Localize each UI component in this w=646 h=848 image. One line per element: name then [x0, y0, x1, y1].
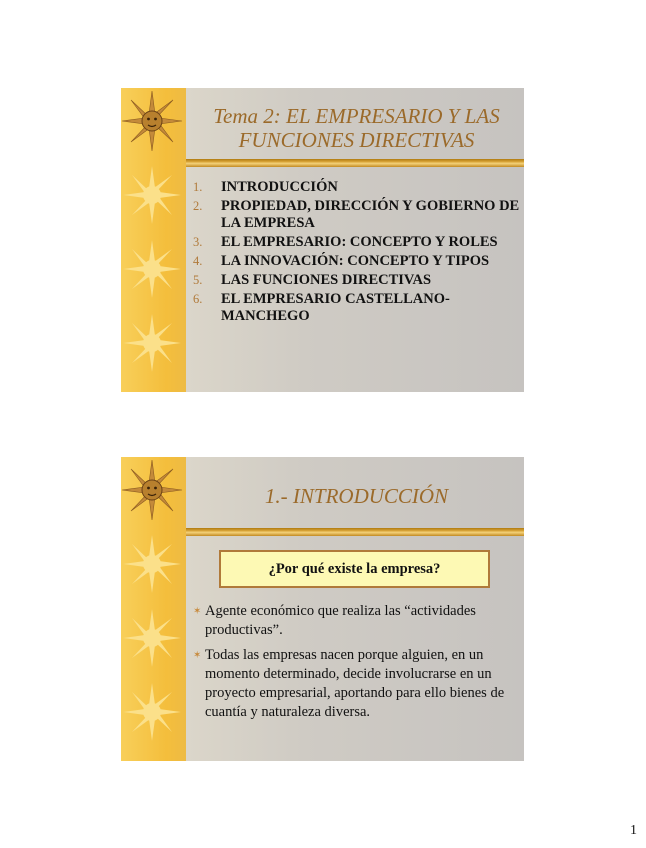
bullet-star-icon: ✶ [193, 650, 202, 661]
toc-text: PROPIEDAD, DIRECCIÓN Y GOBIERNO DE LA EMPRESA [221, 198, 520, 231]
toc-item [193, 291, 520, 325]
toc-text: EL EMPRESARIO CASTELLANO-MANCHEGO [221, 291, 450, 324]
toc-text: LAS FUNCIONES DIRECTIVAS [221, 272, 432, 288]
slide-title: Tema 2: EL EMPRESARIO Y LAS FUNCIONES DIRECTIVAS [213, 104, 500, 152]
sun-icon [121, 681, 183, 743]
sun-face-icon [121, 459, 183, 521]
toc-number: 6. [193, 292, 203, 306]
toc-item [193, 234, 520, 251]
question-callout: ¿Por qué existe la empresa? [219, 550, 490, 588]
sun-face-icon [121, 90, 183, 152]
bullet-text: Todas las empresas nacen porque alguien, en un momento determinado, decide involucrarse en un proyecto empresarial, aportando para ello bienes de cuantía y naturaleza diversa. [205, 647, 505, 720]
toc-number: 2. [193, 199, 203, 213]
toc-number: 3. [193, 235, 203, 249]
bullet-text: Agente económico que realiza las “actividades productivas”. [205, 603, 476, 638]
slide-tema-2 [121, 88, 524, 392]
table-of-contents [193, 179, 520, 327]
sun-icon [121, 533, 183, 595]
bullet-list [193, 602, 518, 728]
decorative-strip [121, 457, 186, 761]
sun-icon [121, 238, 183, 300]
bullet-star-icon: ✶ [193, 606, 202, 617]
slide-introduccion [121, 457, 524, 761]
toc-number: 1. [193, 180, 203, 194]
toc-item [193, 198, 520, 232]
sun-icon [121, 164, 183, 226]
toc-item [193, 272, 520, 289]
sun-icon [121, 607, 183, 669]
toc-text: INTRODUCCIÓN [221, 179, 338, 195]
slide-title: 1.- INTRODUCCIÓN [264, 484, 449, 508]
toc-text: EL EMPRESARIO: CONCEPTO Y ROLES [221, 234, 498, 250]
toc-item [193, 253, 520, 270]
bullet-item [193, 646, 518, 722]
toc-item [193, 179, 520, 196]
decorative-strip [121, 88, 186, 392]
title-divider [186, 159, 524, 167]
sun-icon [121, 312, 183, 374]
page-number: 1 [630, 823, 637, 838]
bullet-item [193, 602, 518, 640]
title-divider [186, 528, 524, 536]
toc-number: 4. [193, 254, 203, 268]
toc-text: LA INNOVACIÓN: CONCEPTO Y TIPOS [221, 253, 490, 269]
toc-number: 5. [193, 273, 203, 287]
